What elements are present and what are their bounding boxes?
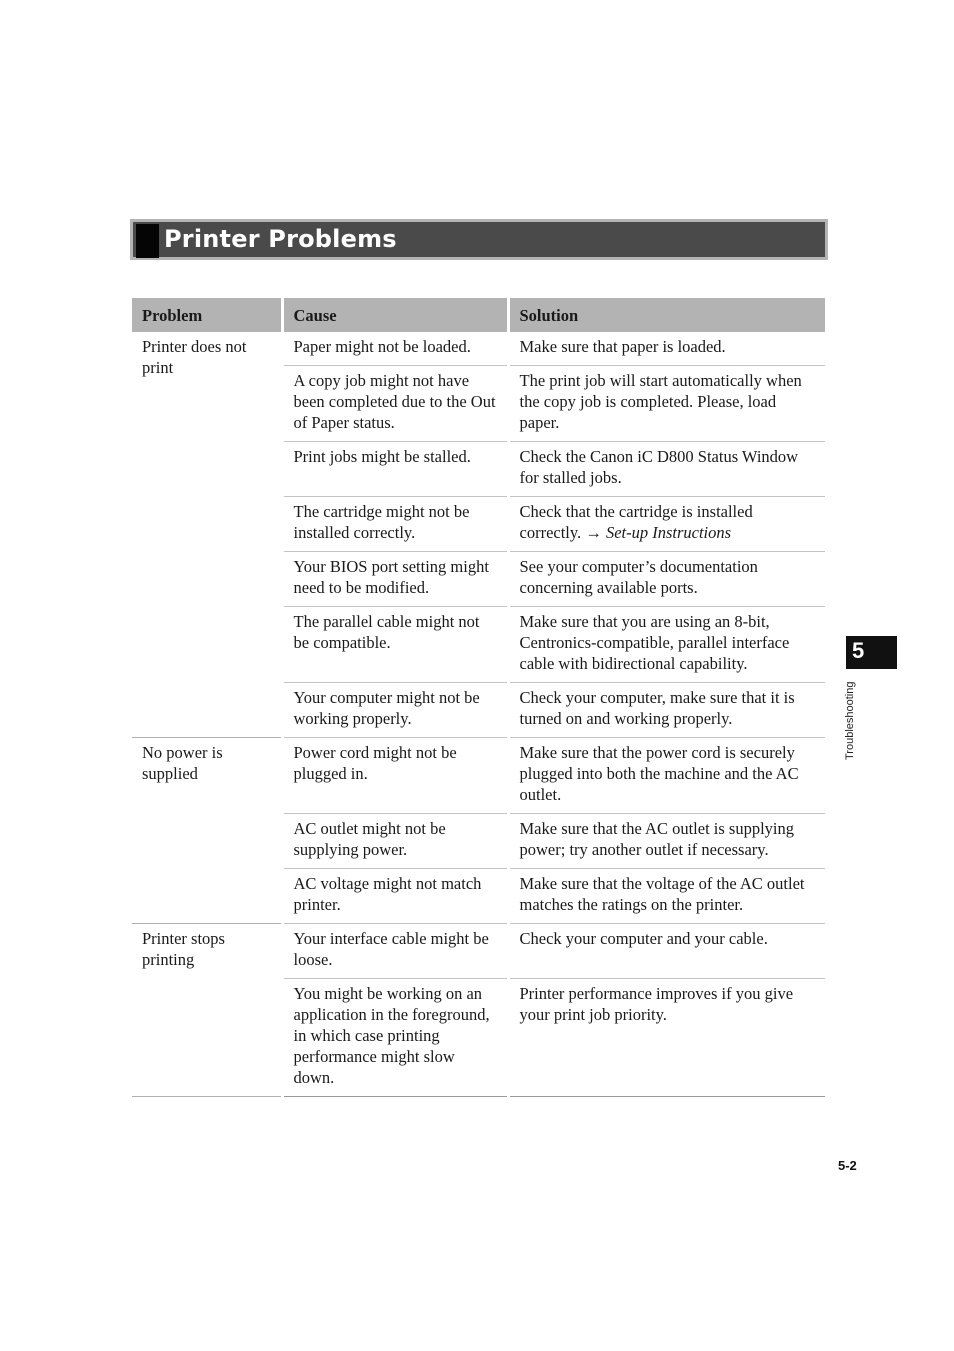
solution-cell: Check your computer and your cable. (508, 924, 825, 979)
page-title: Printer Problems (164, 225, 397, 253)
cause-cell: Your BIOS port setting might need to be modified. (282, 552, 508, 607)
solution-cell: Printer performance improves if you give your print job priority. (508, 979, 825, 1097)
setup-instructions-reference: Set-up Instructions (605, 523, 732, 542)
solution-cell: Check your computer, make sure that it is turned on and working properly. (508, 683, 825, 738)
header-solution: Solution (508, 298, 825, 332)
cause-cell: The parallel cable might not be compatible. (282, 607, 508, 683)
chapter-number: 5 (852, 638, 865, 663)
cause-cell: Power cord might not be plugged in. (282, 738, 508, 814)
problem-cell: No power is supplied (132, 738, 282, 924)
title-marker-block (136, 224, 159, 258)
solution-cell: Make sure that the AC outlet is supplying power; try another outlet if necessary. (508, 814, 825, 869)
problem-cell: Printer stops printing (132, 924, 282, 1097)
header-cause: Cause (282, 298, 508, 332)
section-title-bar (130, 219, 828, 260)
solution-cell: Make sure that paper is loaded. (508, 332, 825, 366)
troubleshooting-table (132, 298, 825, 1097)
solution-cell: Make sure that the power cord is securely plugged into both the machine and the AC outlet. (508, 738, 825, 814)
cause-cell: The cartridge might not be installed correctly. (282, 497, 508, 552)
cause-cell: You might be working on an application in the foreground, in which case printing performance might slow down. (282, 979, 508, 1097)
cause-cell: Print jobs might be stalled. (282, 442, 508, 497)
cause-cell: Paper might not be loaded. (282, 332, 508, 366)
solution-text: Check that the cartridge is installed correctly. (519, 502, 753, 542)
solution-cell: Check the Canon iC D800 Status Window for stalled jobs. (508, 442, 825, 497)
solution-cell: Make sure that the voltage of the AC outlet matches the ratings on the printer. (508, 869, 825, 924)
problem-cell: Printer does not print (132, 332, 282, 738)
cause-cell: Your interface cable might be loose. (282, 924, 508, 979)
header-problem: Problem (132, 298, 282, 332)
solution-cell: The print job will start automatically when the copy job is completed. Please, load paper. (508, 366, 825, 442)
page-number: 5-2 (838, 1158, 857, 1173)
table-row (132, 332, 825, 366)
cause-cell: AC voltage might not match printer. (282, 869, 508, 924)
solution-cell (508, 497, 825, 552)
table-row (132, 924, 825, 979)
reference-arrow-icon: → (585, 523, 602, 542)
table-header-row (132, 298, 825, 332)
table-row (132, 738, 825, 814)
solution-cell: See your computer’s documentation concerning available ports. (508, 552, 825, 607)
cause-cell: AC outlet might not be supplying power. (282, 814, 508, 869)
solution-cell: Make sure that you are using an 8-bit, Centronics-compatible, parallel interface cable with bidirectional capability. (508, 607, 825, 683)
cause-cell: A copy job might not have been completed due to the Out of Paper status. (282, 366, 508, 442)
chapter-label: Troubleshooting (844, 681, 856, 760)
cause-cell: Your computer might not be working properly. (282, 683, 508, 738)
